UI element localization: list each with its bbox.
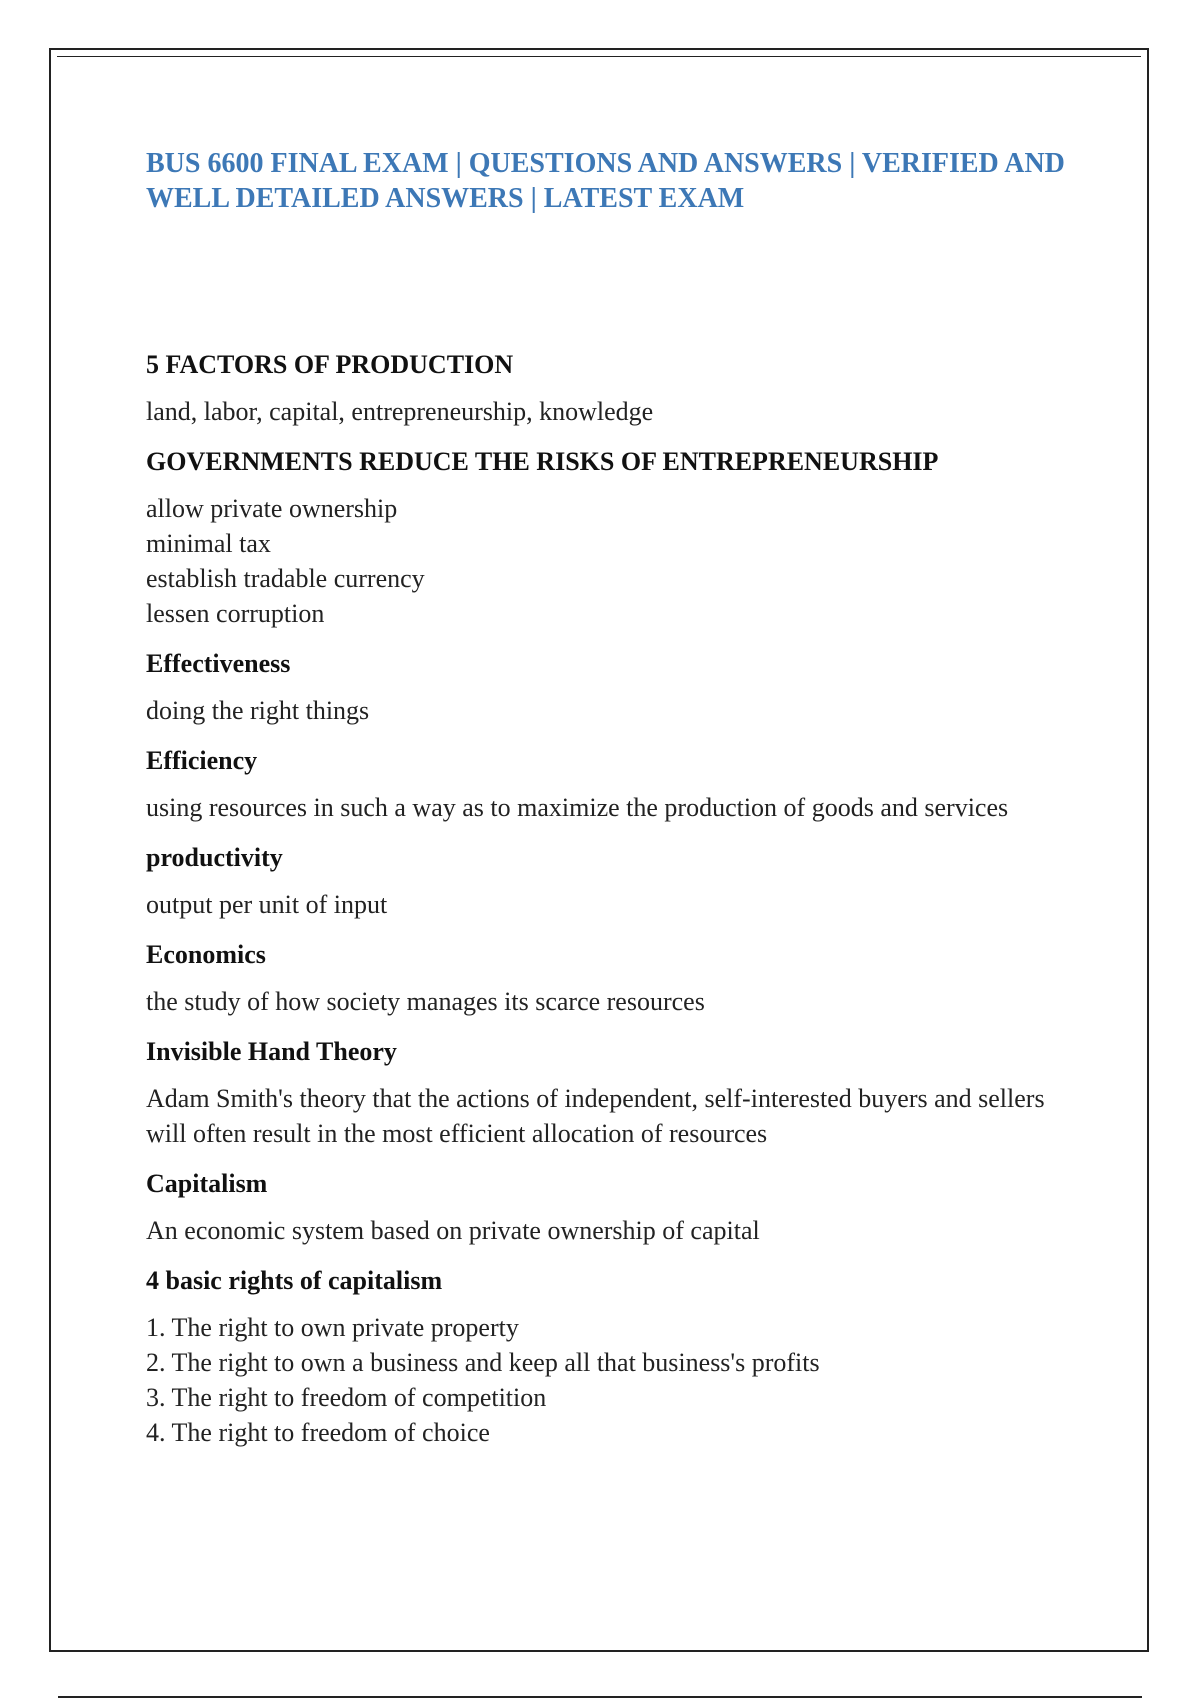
qa-entry [146, 1035, 1076, 1151]
definition-line: 3. The right to freedom of competition [146, 1383, 547, 1412]
qa-entry [146, 841, 1076, 922]
definition-text [146, 1310, 1076, 1450]
frame-top-rule [57, 56, 1141, 57]
definition-text [146, 1081, 1076, 1151]
definition-text [146, 1213, 1076, 1248]
definition-text [146, 693, 1076, 728]
term-heading: GOVERNMENTS REDUCE THE RISKS OF ENTREPRENEURSHIP [146, 447, 939, 476]
definition-line: 4. The right to freedom of choice [146, 1418, 490, 1447]
definition-line: output per unit of input [146, 890, 388, 919]
definition-line: doing the right things [146, 696, 370, 725]
definition-line: An economic system based on private ownership of capital [146, 1216, 760, 1245]
definition-line: establish tradable currency [146, 564, 425, 593]
definition-line: Adam Smith's theory that the actions of independent, self-interested buyers and sellers will often result in the most efficient allocation of resources [146, 1084, 1045, 1148]
term-heading: Invisible Hand Theory [146, 1037, 397, 1066]
qa-entry [146, 647, 1076, 728]
term-heading: Effectiveness [146, 649, 291, 678]
qa-entry [146, 1167, 1076, 1248]
term-heading: productivity [146, 843, 283, 872]
definition-text [146, 394, 1076, 429]
qa-entry [146, 938, 1076, 1019]
term-heading: Capitalism [146, 1169, 268, 1198]
definition-line: lessen corruption [146, 599, 325, 628]
definition-line: minimal tax [146, 529, 271, 558]
page-bottom-rule [58, 1696, 1142, 1698]
definition-line: using resources in such a way as to maximize the production of goods and services [146, 793, 1009, 822]
definition-line: the study of how society manages its scarce resources [146, 987, 705, 1016]
definition-line: land, labor, capital, entrepreneurship, knowledge [146, 397, 654, 426]
definition-text [146, 984, 1076, 1019]
definition-text [146, 790, 1076, 825]
definition-text [146, 887, 1076, 922]
term-heading: Economics [146, 940, 266, 969]
term-heading: Efficiency [146, 746, 258, 775]
term-heading: 4 basic rights of capitalism [146, 1266, 443, 1295]
document-body [146, 146, 1076, 1466]
qa-entry [146, 445, 1076, 631]
qa-entry [146, 744, 1076, 825]
definition-line: 1. The right to own private property [146, 1313, 519, 1342]
qa-entry [146, 348, 1076, 429]
definition-line: allow private ownership [146, 494, 398, 523]
qa-list [146, 348, 1076, 1450]
definition-text [146, 491, 1076, 631]
qa-entry [146, 1264, 1076, 1450]
definition-line: 2. The right to own a business and keep all that business's profits [146, 1348, 820, 1377]
document-title: BUS 6600 FINAL EXAM | QUESTIONS AND ANSWERS | VERIFIED AND WELL DETAILED ANSWERS | LATEST EXAM [146, 148, 1065, 214]
term-heading: 5 FACTORS OF PRODUCTION [146, 350, 514, 379]
